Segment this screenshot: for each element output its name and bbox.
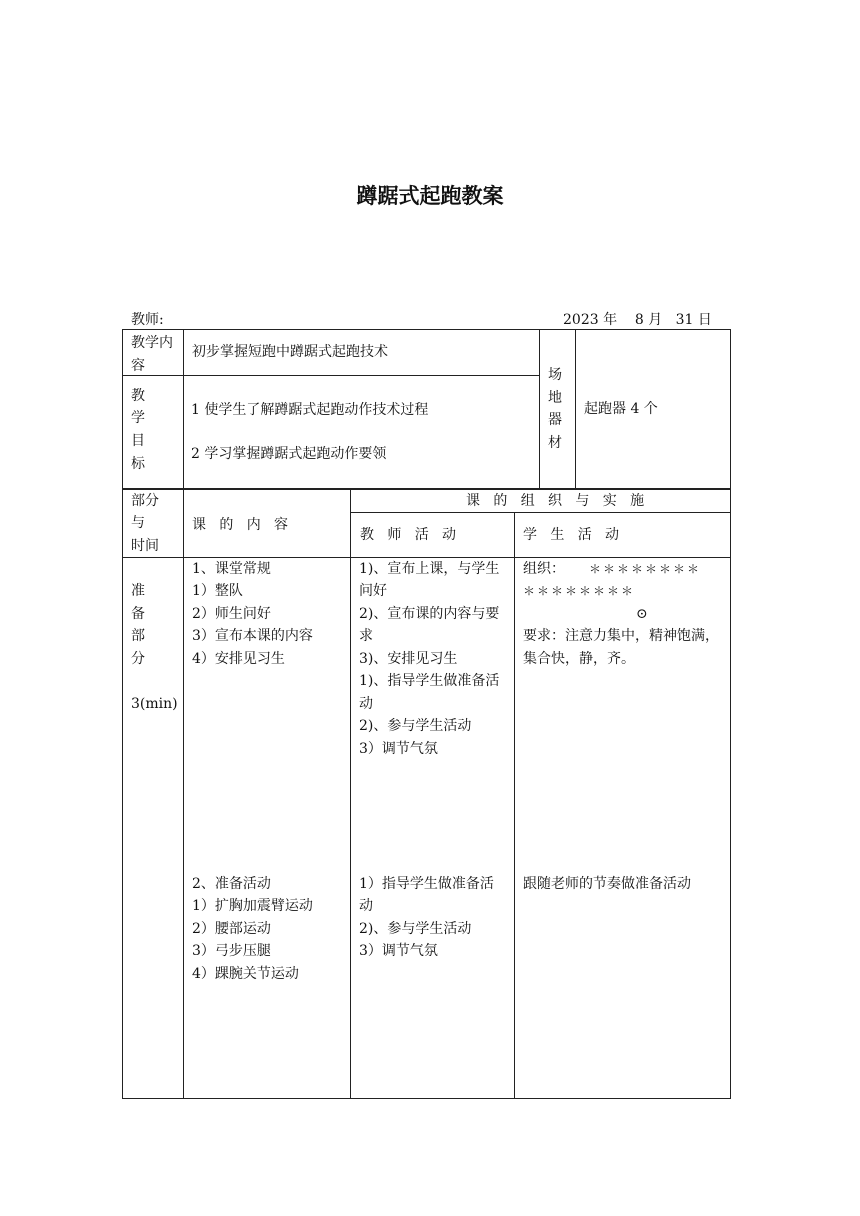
content-line: 3）宣布本课的内容 bbox=[192, 628, 313, 644]
divider bbox=[514, 512, 515, 1099]
organization-label: 组织： bbox=[523, 561, 565, 577]
goal-label-char: 学 bbox=[131, 410, 145, 426]
teacher-label: 教师: bbox=[131, 312, 164, 328]
content-value: 初步掌握短跑中蹲踞式起跑技术 bbox=[192, 344, 388, 360]
teacher-line: 求 bbox=[359, 628, 373, 644]
content-line: 4）踝腕关节运动 bbox=[192, 966, 299, 982]
content-label: 教学内容 bbox=[131, 335, 173, 374]
venue-label-char: 材 bbox=[548, 435, 562, 451]
divider bbox=[575, 329, 576, 489]
student-line: 跟随老师的节奏做准备活动 bbox=[523, 876, 691, 892]
part-name-char: 备 bbox=[131, 606, 145, 622]
teacher-line: 2)、参与学生活动 bbox=[359, 921, 472, 937]
divider bbox=[183, 489, 184, 1099]
goal-label-char: 教 bbox=[131, 388, 145, 404]
content-line: 2）师生问好 bbox=[192, 606, 271, 622]
part-name-char: 准 bbox=[131, 583, 145, 599]
part-name-char: 分 bbox=[131, 651, 145, 667]
goal-label-char: 目 bbox=[131, 433, 145, 449]
teacher-line: 问好 bbox=[359, 583, 387, 599]
teacher-line: 1)、指导学生做准备活 bbox=[359, 673, 500, 689]
goal-label-char: 标 bbox=[131, 456, 145, 472]
part-name-char: 部 bbox=[131, 628, 145, 644]
teacher-line: 动 bbox=[359, 898, 373, 914]
content-line: 2）腰部运动 bbox=[192, 921, 271, 937]
venue-label-char: 地 bbox=[548, 390, 562, 406]
divider bbox=[122, 375, 540, 376]
header-part: 部分 bbox=[131, 493, 159, 509]
header-organization: 课 的 组 织 与 实 施 bbox=[466, 493, 645, 509]
teacher-line: 3）调节气氛 bbox=[359, 741, 438, 757]
venue-value: 起跑器 4 个 bbox=[584, 401, 658, 417]
part-time: 3(min) bbox=[131, 696, 178, 712]
student-formation-row: ＊＊＊＊＊＊＊＊ bbox=[589, 562, 702, 576]
teacher-line: 3)、安排见习生 bbox=[359, 651, 458, 667]
content-line: 1）扩胸加震臂运动 bbox=[192, 898, 313, 914]
divider bbox=[539, 329, 540, 489]
teacher-line: 1）指导学生做准备活 bbox=[359, 876, 494, 892]
header-part: 时间 bbox=[131, 538, 159, 554]
venue-label-char: 器 bbox=[548, 412, 562, 428]
content-line: 1、课堂常规 bbox=[192, 561, 271, 577]
requirement-text: 要求：注意力集中，精神饱满，集合快，静，齐。 bbox=[523, 628, 719, 667]
page-title: 蹲踞式起跑教案 bbox=[356, 184, 504, 208]
header-teacher-activity: 教 师 活 动 bbox=[360, 527, 457, 543]
content-line: 3）弓步压腿 bbox=[192, 943, 271, 959]
teacher-line: 动 bbox=[359, 696, 373, 712]
teacher-line: 2)、参与学生活动 bbox=[359, 718, 472, 734]
goal-item: 1 使学生了解蹲踞式起跑动作技术过程 bbox=[191, 402, 429, 418]
teacher-position-icon: ⊙ bbox=[636, 606, 648, 622]
venue-label-char: 场 bbox=[548, 367, 562, 383]
content-line: 4）安排见习生 bbox=[192, 651, 285, 667]
student-formation-row: ＊＊＊＊＊＊＊＊ bbox=[523, 584, 636, 598]
header-student-activity: 学 生 活 动 bbox=[523, 527, 620, 543]
teacher-line: 3）调节气氛 bbox=[359, 943, 438, 959]
content-line: 2、准备活动 bbox=[192, 876, 271, 892]
header-content: 课 的 内 容 bbox=[192, 517, 289, 533]
goal-item: 2 学习掌握蹲踞式起跑动作要领 bbox=[191, 446, 387, 462]
content-line: 1）整队 bbox=[192, 583, 243, 599]
date-text: 2023 年 8 月 31 日 bbox=[563, 312, 712, 328]
teacher-line: 2)、宣布课的内容与要 bbox=[359, 606, 500, 622]
divider bbox=[350, 489, 351, 1099]
teacher-line: 1)、宣布上课，与学生 bbox=[359, 561, 500, 577]
divider bbox=[183, 329, 184, 489]
header-part: 与 bbox=[131, 515, 145, 531]
